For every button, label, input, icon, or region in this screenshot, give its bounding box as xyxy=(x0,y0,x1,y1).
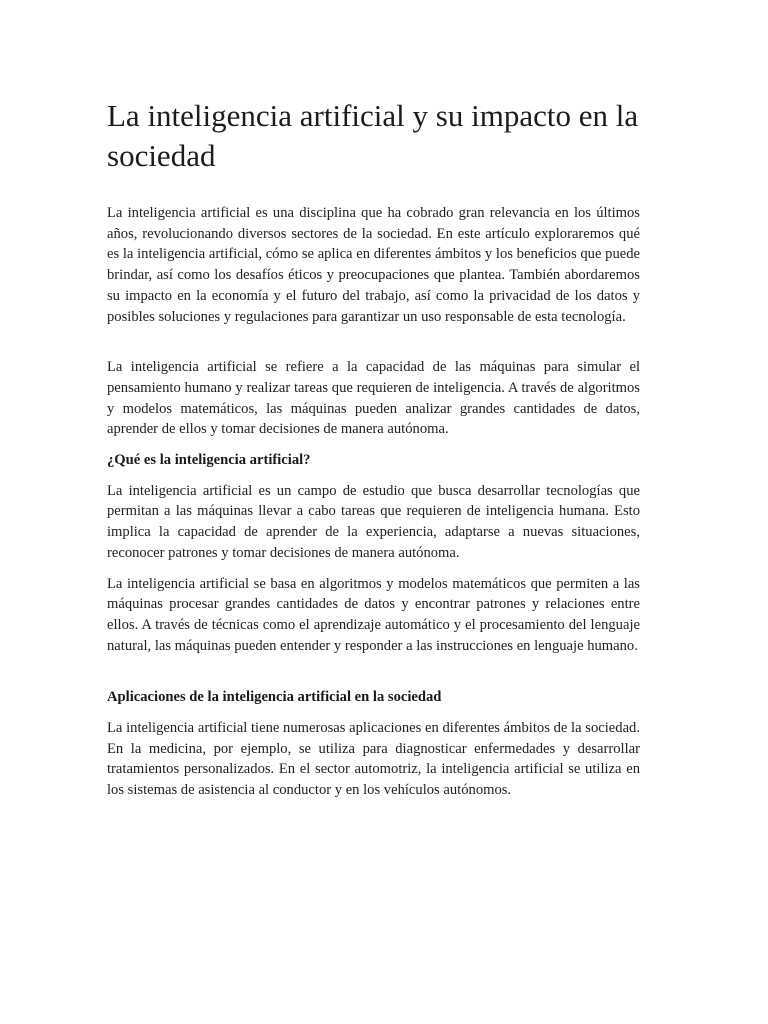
spacer xyxy=(107,708,640,718)
spacer xyxy=(107,564,640,574)
spacer xyxy=(107,471,640,481)
section-heading-applications: Aplicaciones de la inteligencia artificial en la sociedad xyxy=(107,689,442,706)
document-title: La inteligencia artificial y su impacto en la sociedad xyxy=(107,98,639,173)
spacer xyxy=(107,327,640,357)
section-1-paragraph-2: La inteligencia artificial se basa en algoritmos y modelos matemáticos que permiten a las máquinas procesar grandes cantidades de datos y encontrar patrones y relaciones entre ellos. A través de técnicas como el aprendizaje automático y el procesamiento del lenguaje natural, las máquinas pueden entender y responder a las instrucciones en lenguaje humano. xyxy=(107,575,640,654)
section-heading-what-is-ai: ¿Qué es la inteligencia artificial? xyxy=(107,452,311,469)
definition-paragraph: La inteligencia artificial se refiere a la capacidad de las máquinas para simular el pensamiento humano y realizar tareas que requieren de inteligencia. A través de algoritmos y modelos matemáticos, las máquinas pueden analizar grandes cantidades de datos, aprender de ellos y tomar decisiones de manera autónoma. xyxy=(107,359,640,438)
spacer xyxy=(107,656,640,687)
spacer xyxy=(107,440,640,450)
section-1-paragraph-1: La inteligencia artificial es un campo de estudio que busca desarrollar tecnologías que permitan a las máquinas llevar a cabo tareas que requieren de inteligencia humana. Esto implica la capacidad de aprender de la experiencia, adaptarse a nuevas situaciones, reconocer patrones y tomar decisiones de manera autónoma. xyxy=(107,482,640,561)
intro-paragraph: La inteligencia artificial es una disciplina que ha cobrado gran relevancia en los últimos años, revolucionando diversos sectores de la sociedad. En este artículo exploraremos qué es la inteligencia artificial, cómo se aplica en diferentes ámbitos y los beneficios que puede brindar, así como los desafíos éticos y preocupaciones que plantea. También abordaremos su impacto en la economía y el futuro del trabajo, así como la privacidad de los datos y posibles soluciones y regulaciones para garantizar un uso responsable de esta tecnología. xyxy=(107,205,640,325)
section-2-paragraph-1: La inteligencia artificial tiene numerosas aplicaciones en diferentes ámbitos de la sociedad. En la medicina, por ejemplo, se utiliza para diagnosticar enfermedades y desarrollar tratamientos personalizados. En el sector automotriz, la inteligencia artificial se utiliza en los sistemas de asistencia al conductor y en los vehículos autónomos. xyxy=(107,720,640,799)
document-page xyxy=(107,96,640,801)
